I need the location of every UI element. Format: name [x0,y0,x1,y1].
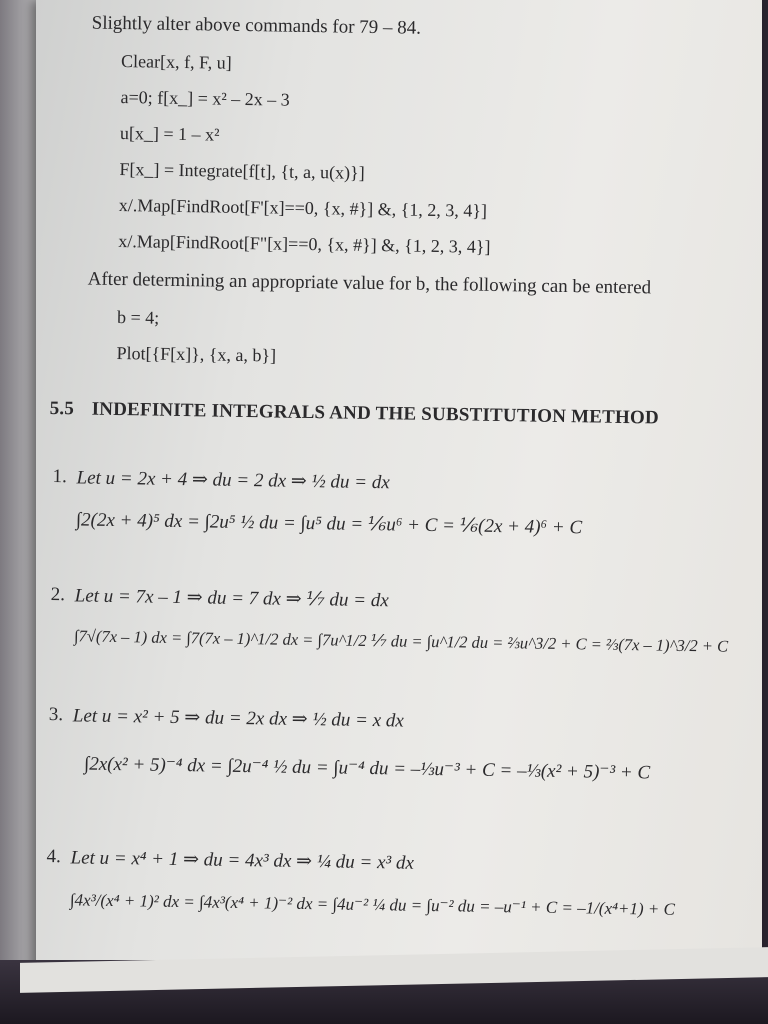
problem-substitution: Let u = 7x – 1 ⇒ du = 7 dx ⇒ ⅐ du = dx [74,585,389,612]
problem-number: 2. [50,583,66,606]
problem-integral: ∫2(2x + 4)⁵ dx = ∫2u⁵ ½ du = ∫u⁵ du = ⅙u⁶ + C = ⅙(2x + 4)⁶ + C [75,509,583,539]
problem-integral: ∫2x(x² + 5)⁻⁴ dx = ∫2u⁻⁴ ½ du = ∫u⁻⁴ du = –⅓u⁻³ + C = –⅓(x² + 5)⁻³ + C [83,753,651,784]
code-line: Plot[{F[x]}, {x, a, b}] [116,342,277,366]
problem-substitution: Let u = x² + 5 ⇒ du = 2x dx ⇒ ½ du = x dx [72,705,404,732]
after-line: After determining an appropriate value for b, the following can be entered [87,268,652,299]
code-line: F[x_] = Integrate[f[t], {t, a, u(x)}] [119,159,365,183]
code-line: b = 4; [116,306,160,328]
section-title: INDEFINITE INTEGRALS AND THE SUBSTITUTION METHOD [91,398,660,429]
code-line: x/.Map[FindRoot[F'[x]==0, {x, #}] &, {1, 2, 3, 4}] [118,195,488,221]
code-line: a=0; f[x_] = x² – 2x – 3 [120,87,290,110]
book-spine-shadow [0,0,36,1024]
problem-integral: ∫4x³/(x⁴ + 1)² dx = ∫4x³(x⁴ + 1)⁻² dx = ∫4u⁻² ¼ du = ∫u⁻² du = –u⁻¹ + C = –1/(x⁴+1) + C [69,890,676,919]
intro-line: Slightly alter above commands for 79 – 84. [91,12,422,39]
problem-substitution: Let u = x⁴ + 1 ⇒ du = 4x³ dx ⇒ ¼ du = x³ dx [70,847,415,874]
problem-substitution: Let u = 2x + 4 ⇒ du = 2 dx ⇒ ½ du = dx [76,467,390,494]
problem-number: 4. [46,845,62,868]
problem-number: 1. [52,466,68,488]
section-number: 5.5 [49,397,75,420]
problem-number: 3. [48,703,64,726]
book-page [36,0,762,985]
code-line: Clear[x, f, F, u] [120,51,232,73]
code-line: u[x_] = 1 – x² [119,123,220,145]
problem-integral: ∫7√(7x – 1) dx = ∫7(7x – 1)^1/2 dx = ∫7u^1/2 ⅐ du = ∫u^1/2 du = ⅔u^3/2 + C = ⅔(7x – 1)^3/2 + C [73,626,729,656]
code-line: x/.Map[FindRoot[F"[x]==0, {x, #}] &, {1, 2, 3, 4}] [118,231,491,257]
